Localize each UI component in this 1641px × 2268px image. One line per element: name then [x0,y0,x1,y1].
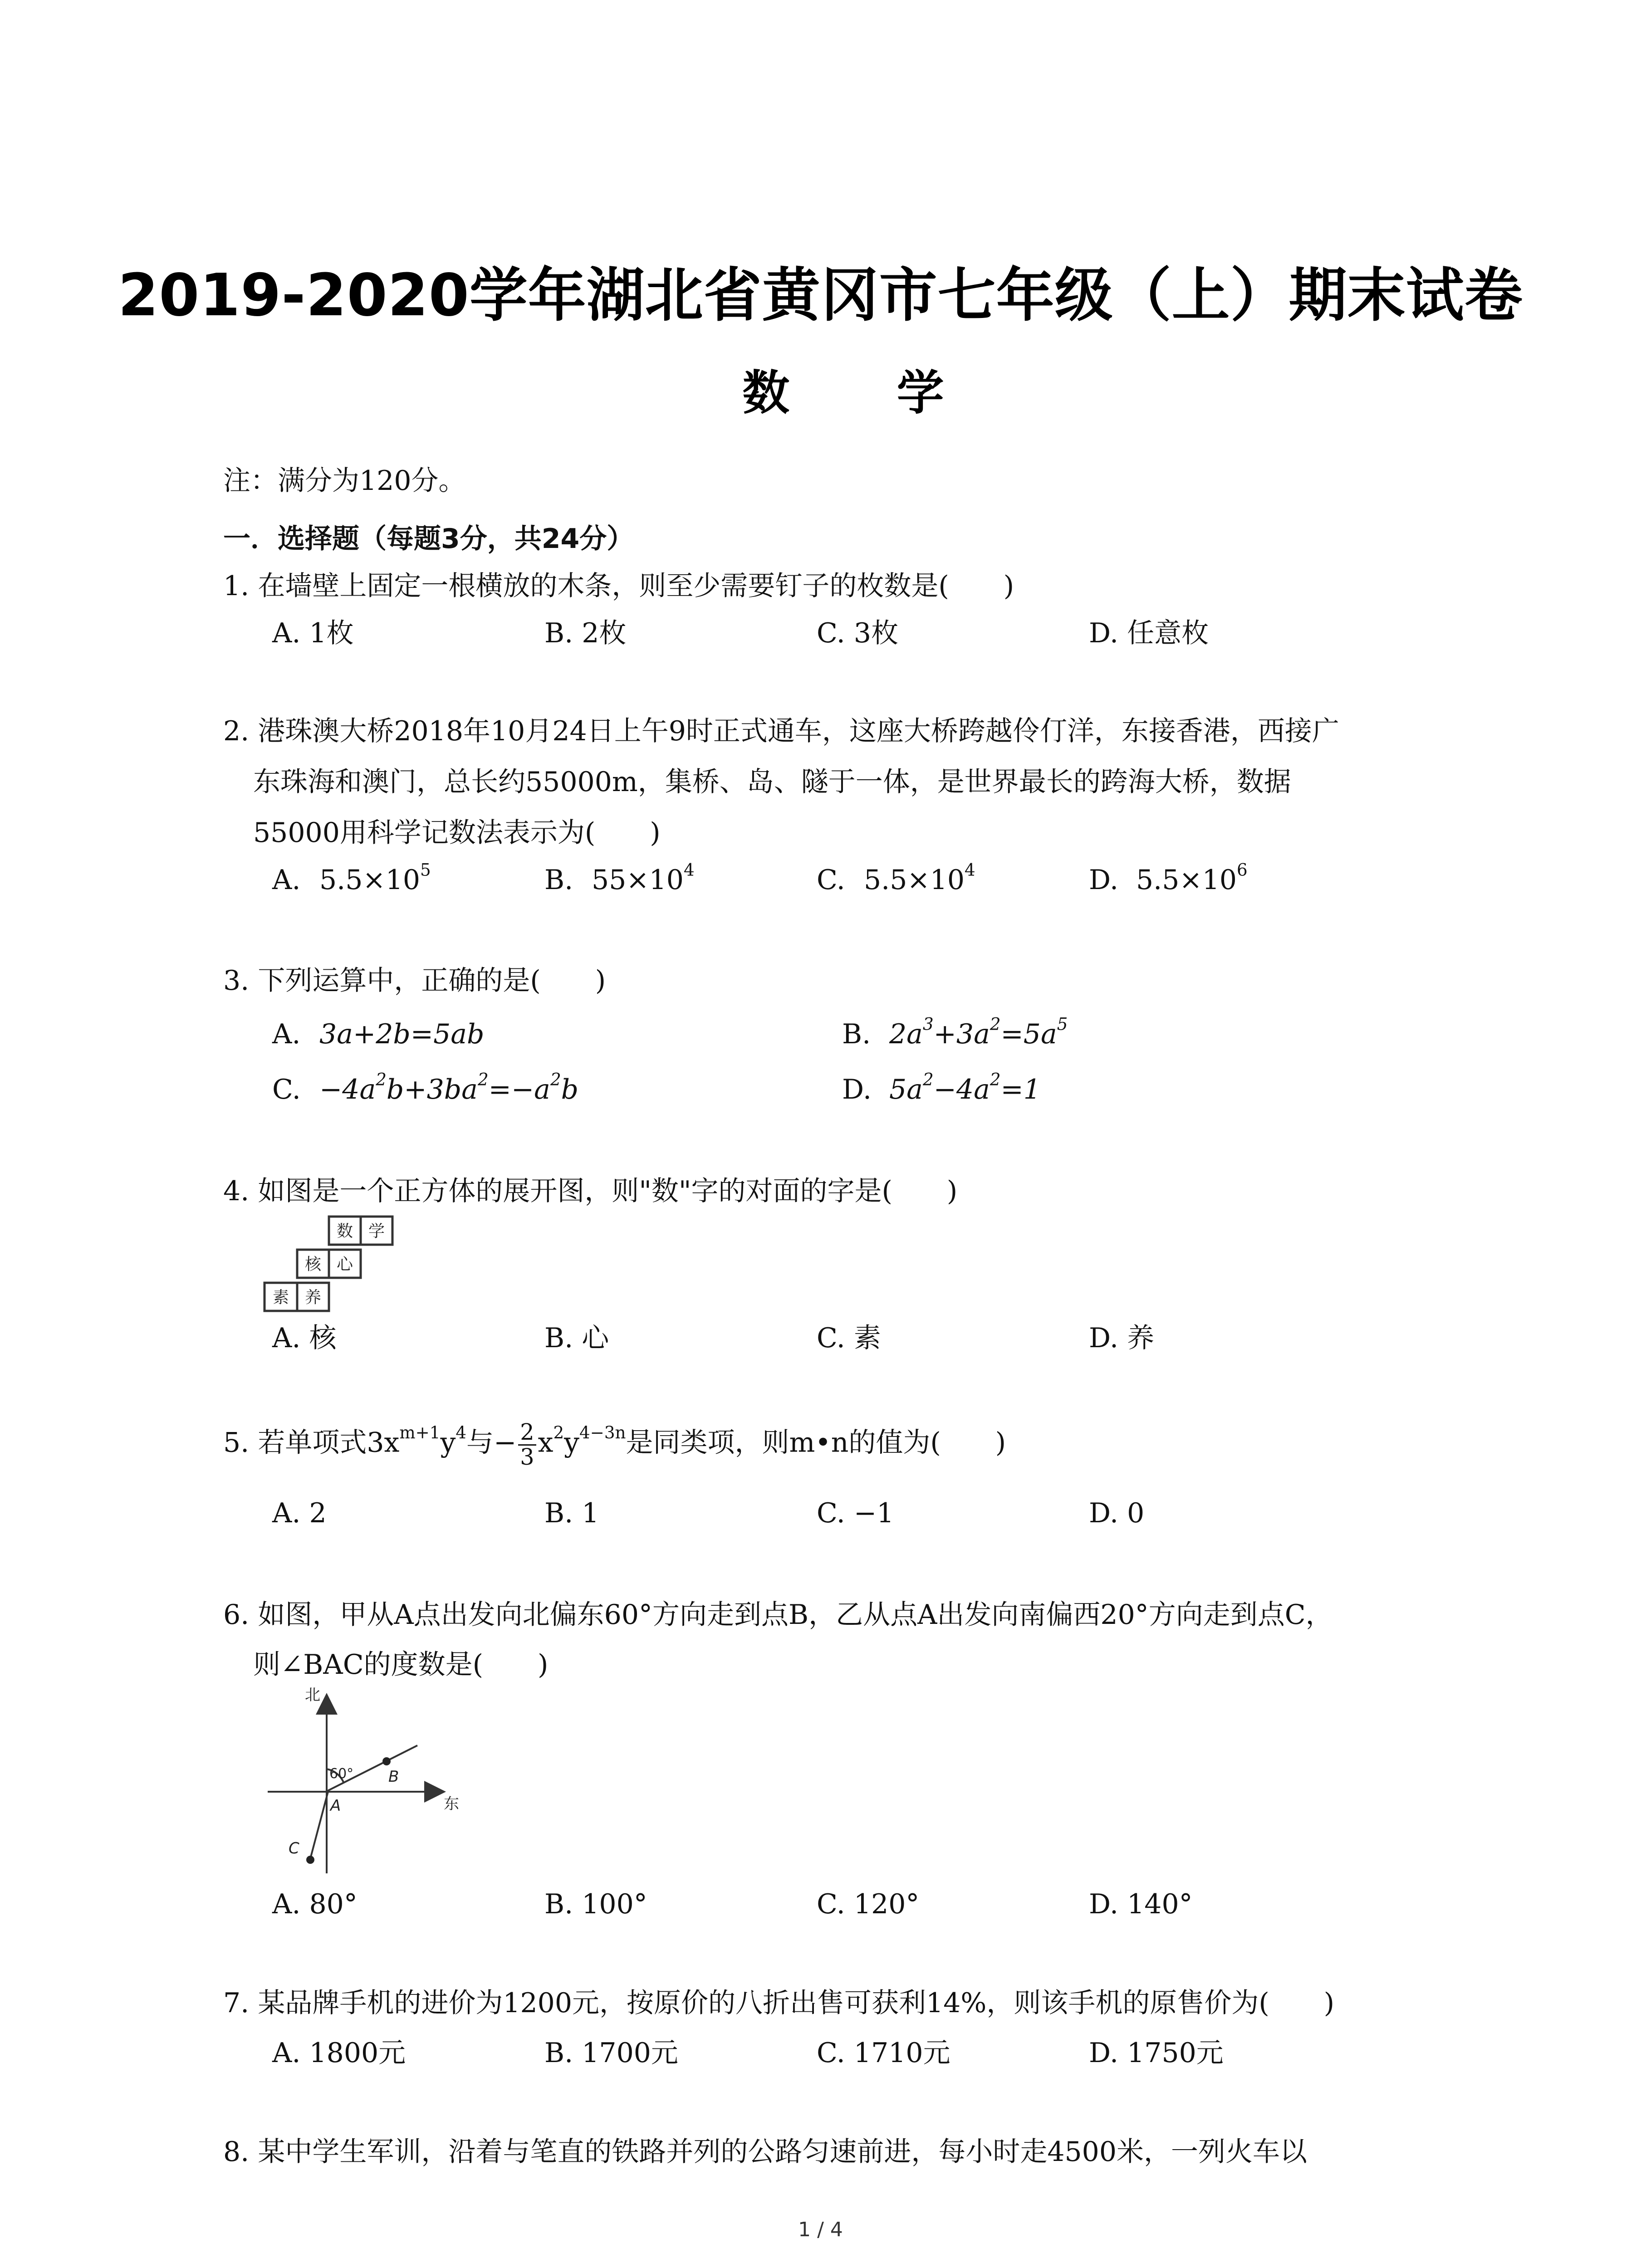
net-label-yang: 养 [304,1288,322,1307]
question-6-line-2: 则∠BAC的度数是( ) [253,1649,549,1681]
point-b [382,1757,391,1765]
question-3-option-a: A. 3a+2b=5ab [272,1018,485,1050]
label-b: B [388,1768,399,1786]
question-4-option-a: A. 核 [272,1322,337,1354]
east-label: 东 [444,1795,459,1813]
question-2-line-3: 55000用科学记数法表示为( ) [253,817,661,849]
north-label: 北 [305,1686,320,1704]
question-5-option-c: C. −1 [817,1497,894,1529]
question-3-option-c: C. $-4a^2b+3ba^2=-a^2b$ [272,1069,579,1105]
question-2-option-d: D. $5.5\times 10^6$ [1089,860,1248,896]
question-6-option-c: C. 120° [817,1888,920,1920]
question-7-option-a: A. 1800元 [272,2037,406,2069]
question-7-option-d: D. 1750元 [1089,2037,1224,2069]
question-1-option-c: C. 3枚 [817,617,899,649]
question-4-option-c: C. 素 [817,1322,881,1354]
question-7-option-b: B. 1700元 [544,2037,678,2069]
question-5-text: 5. 若单项式$3x^{m+1}y^4$与− $\frac{2}{3}$ $x^2y^{4-3n}$是同类项，则m•n的值为( ) [223,1419,1006,1470]
label-c: C [289,1839,299,1857]
question-7-option-c: C. 1710元 [817,2037,950,2069]
question-6-option-a: A. 80° [272,1888,358,1920]
exam-subject: 数 学 [742,365,989,420]
question-2-line-2: 东珠海和澳门，总长约55000m，集桥、岛、隧于一体，是世界最长的跨海大桥，数据 [253,766,1291,798]
question-5-option-a: A. 2 [272,1497,327,1529]
question-3-option-d: D. $5a^2-4a^2=1$ [842,1069,1041,1105]
question-3-option-b: B. $2a^3+3a^2=5a^5$ [842,1014,1068,1050]
ray-ac [309,1792,328,1862]
question-2-option-c: C. $5.5\times 10^4$ [817,860,975,896]
page-number: 1 / 4 [798,2218,843,2241]
question-2-option-a: A. $5.5\times 10^5$ [272,860,431,896]
section-heading: 一．选择题（每题3分，共24分） [223,523,634,555]
net-label-su: 素 [272,1288,289,1307]
question-8-text: 8. 某中学生军训，沿着与笔直的铁路并列的公路匀速前进，每小时走4500米，一列火车以 [223,2136,1308,2168]
net-label-he: 核 [304,1255,322,1274]
question-5-option-d: D. 0 [1089,1497,1145,1529]
question-4-option-b: B. 心 [544,1322,609,1354]
point-c [306,1856,314,1864]
question-3-text: 3. 下列运算中，正确的是( ) [223,965,606,997]
net-label-xue: 学 [368,1222,385,1241]
question-6-option-b: B. 100° [544,1888,647,1920]
score-note: 注：满分为120分。 [223,465,466,497]
question-1-option-b: B. 2枚 [544,617,627,649]
question-2-line-1: 2. 港珠澳大桥2018年10月24日上午9时正式通车，这座大桥跨越伶仃洋，东接香港，西接广 [223,715,1339,747]
question-2-option-b: B. $55\times 10^4$ [544,860,695,896]
question-6-option-d: D. 140° [1089,1888,1193,1920]
question-1-text: 1. 在墙壁上固定一根横放的木条，则至少需要钉子的枚数是( ) [223,570,1014,602]
exam-title: 2019-2020学年湖北省黄冈市七年级（上）期末试卷 [118,262,1523,329]
cube-net-figure [261,1212,397,1316]
question-6-line-1: 6. 如图，甲从A点出发向北偏东60°方向走到点B，乙从点A出发向南偏西20°方向走到点C， [223,1599,1333,1631]
fraction-two-thirds: $\frac{2}{3}$ [518,1421,536,1469]
question-1-option-a: A. 1枚 [272,617,354,649]
net-label-shu: 数 [336,1222,353,1241]
question-4-text: 4. 如图是一个正方体的展开图，则"数"字的对面的字是( ) [223,1175,958,1207]
question-1-option-d: D. 任意枚 [1089,617,1209,649]
label-a: A [330,1797,341,1815]
net-label-xin: 心 [336,1255,353,1274]
question-5-option-b: B. 1 [544,1497,599,1529]
direction-figure [254,1678,467,1878]
question-7-text: 7. 某品牌手机的进价为1200元，按原价的八折出售可获利14%，则该手机的原售价为( ) [223,1987,1335,2019]
angle-label: 60° [329,1766,354,1782]
question-4-option-d: D. 养 [1089,1322,1155,1354]
